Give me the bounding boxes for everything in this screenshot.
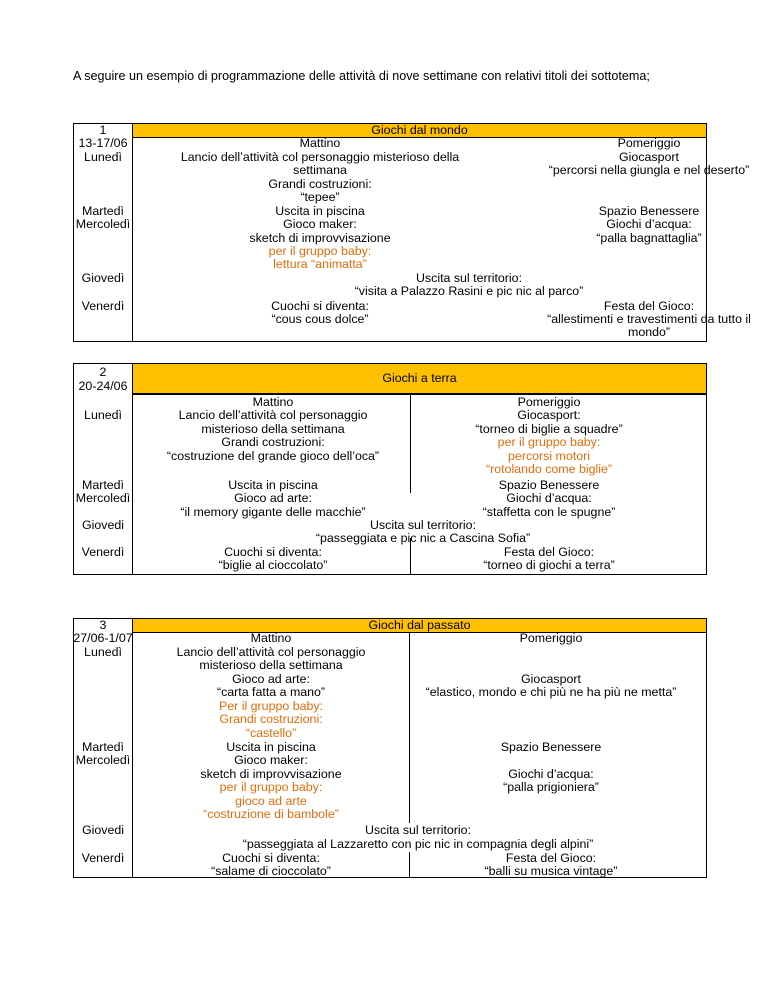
week-dates: 20-24/06	[78, 379, 128, 393]
week-2-activities	[133, 364, 706, 574]
activity: Spazio Benessere	[498, 478, 600, 492]
activity: “palla bagnattaglia”	[596, 231, 702, 245]
day-friday: Venerdì	[81, 299, 125, 313]
activity: Cuochi si diventa:	[224, 545, 322, 559]
row-divider	[133, 394, 706, 395]
activity: sketch di improvvisazione	[200, 767, 342, 781]
activity: “biglie al cioccolato”	[218, 558, 328, 572]
day-friday: Venerdì	[81, 851, 125, 865]
activity: “visita a Palazzo Rasini e pic nic al parco”	[354, 284, 584, 298]
activity: Cuochi si diventa:	[222, 851, 320, 865]
activity: “carta fatta a mano”	[216, 685, 326, 699]
activity: “elastico, mondo e chi più ne ha più ne metta”	[425, 685, 677, 699]
activity: Festa del Gioco:	[603, 299, 695, 313]
activity: Uscita in piscina	[228, 478, 318, 492]
activity: Lancio dell’attività col personaggio	[176, 645, 366, 659]
day-tuesday: Martedì	[81, 478, 125, 492]
activity: Uscita in piscina	[275, 204, 365, 218]
activity: Lancio dell’attività col personaggio misterioso della	[180, 150, 460, 164]
activity: “torneo di biglie a squadre”	[475, 422, 623, 436]
week-1-activities	[133, 123, 751, 341]
activity: “palla prigioniera”	[503, 780, 599, 794]
activity: settimana	[293, 163, 347, 177]
week-3-activities	[133, 619, 706, 877]
activity: Gioco ad arte:	[234, 491, 312, 505]
week-1-table	[73, 123, 751, 342]
activity: Giocasport	[619, 150, 679, 164]
baby-activity: Per il gruppo baby:	[218, 699, 324, 713]
day-monday: Lunedì	[84, 408, 122, 422]
activity: Uscita sul territorio:	[369, 518, 477, 532]
activity: “passeggiata al Lazzaretto con pic nic in compagnia degli alpini”	[242, 837, 594, 851]
day-wednesday: Mercoledì	[75, 753, 131, 767]
activity: Giocasport	[521, 672, 581, 686]
morning-label: Mattino	[252, 395, 294, 409]
baby-activity: “castello”	[245, 726, 297, 740]
activity: Cuochi si diventa:	[271, 299, 369, 313]
week-number: 2	[99, 365, 107, 379]
week-dates: 27/06-1/07	[73, 631, 133, 645]
intro-text: A seguire un esempio di programmazione delle attività di nove settimane con relativi titoli dei sottotema;	[73, 69, 650, 83]
column-divider	[409, 852, 410, 877]
week-title-text: Giochi dal passato	[368, 618, 471, 632]
baby-activity: lettura “animatta”	[273, 257, 367, 271]
activity: Lancio dell’attività col personaggio	[178, 408, 368, 422]
activity: Giocasport:	[517, 408, 581, 422]
day-tuesday: Martedì	[81, 204, 125, 218]
activity: Grandi costruzioni:	[268, 177, 372, 191]
week-dates: 13-17/06	[78, 136, 128, 150]
week-title	[133, 364, 706, 394]
day-thursday: Giovedì	[81, 271, 125, 285]
week-title-text: Giochi a terra	[382, 371, 457, 385]
activity: “torneo di giochi a terra”	[483, 558, 615, 572]
activity: Uscita in piscina	[226, 740, 316, 754]
column-divider	[410, 394, 411, 493]
week-2-day-column	[74, 364, 133, 574]
afternoon-label: Pomeriggio	[517, 395, 581, 409]
activity: Spazio Benessere	[598, 204, 700, 218]
column-divider	[409, 633, 410, 823]
day-thursday: Giovedi	[81, 823, 125, 837]
activity: “cous cous dolce”	[271, 312, 369, 326]
week-1-day-column	[74, 124, 133, 341]
activity: “percorsi nella giungla e nel deserto”	[548, 163, 750, 177]
week-number: 1	[99, 123, 107, 137]
activity: misterioso della settimana	[201, 422, 345, 436]
activity: Festa del Gioco:	[503, 545, 595, 559]
activity: Gioco maker:	[234, 753, 308, 767]
activity: Uscita sul territorio:	[364, 823, 472, 837]
activity: mondo”	[627, 325, 671, 339]
week-3-table	[73, 618, 707, 878]
baby-activity: Grandi costruzioni:	[219, 712, 323, 726]
week-number: 3	[99, 618, 107, 632]
activity: Giochi d’acqua:	[606, 217, 692, 231]
baby-activity: “costruzione di bambole”	[203, 807, 339, 821]
day-monday: Lunedì	[84, 645, 122, 659]
morning-label: Mattino	[299, 136, 341, 150]
week-2-table	[73, 363, 707, 575]
baby-activity: percorsi motori	[508, 449, 590, 463]
activity: “allestimenti e travestimenti da tutto il	[547, 312, 751, 326]
afternoon-label: Pomeriggio	[617, 136, 681, 150]
activity: Grandi costruzioni:	[221, 435, 325, 449]
activity: Gioco maker:	[283, 217, 357, 231]
activity: misterioso della settimana	[199, 658, 343, 672]
activity: Uscita sul territorio:	[415, 271, 523, 285]
activity: Giochi d’acqua:	[506, 491, 592, 505]
day-wednesday: Mercoledì	[75, 217, 131, 231]
morning-label: Mattino	[250, 631, 292, 645]
baby-activity: per il gruppo baby:	[268, 244, 372, 258]
baby-activity: per il gruppo baby:	[219, 780, 323, 794]
activity: “passeggiata e pic nic a Cascina Sofia”	[315, 531, 531, 545]
activity: “tepee”	[300, 190, 340, 204]
week-3-day-column	[74, 619, 133, 877]
afternoon-label: Pomeriggio	[519, 631, 583, 645]
activity: Spazio Benessere	[500, 740, 602, 754]
activity: “salame di cioccolato”	[211, 864, 331, 878]
baby-activity: gioco ad arte	[235, 794, 307, 808]
week-title	[133, 619, 706, 633]
activity: “staffetta con le spugne”	[482, 505, 616, 519]
activity: Gioco ad arte:	[232, 672, 310, 686]
baby-activity: per il gruppo baby:	[497, 435, 601, 449]
activity: “balli su musica vintage”	[484, 864, 618, 878]
day-friday: Venerdì	[81, 545, 125, 559]
activity: Festa del Gioco:	[505, 851, 597, 865]
activity: “il memory gigante delle macchie”	[180, 505, 366, 519]
activity: Giochi d’acqua:	[508, 767, 594, 781]
day-tuesday: Martedì	[81, 740, 125, 754]
day-monday: Lunedì	[84, 150, 122, 164]
activity: “costruzione del grande gioco dell’oca”	[166, 449, 380, 463]
day-thursday: Giovedi	[81, 518, 125, 532]
baby-activity: “rotolando come biglie”	[485, 462, 613, 476]
activity: sketch di improvvisazione	[249, 231, 391, 245]
week-title-text: Giochi dal mondo	[371, 123, 468, 137]
day-wednesday: Mercoledì	[75, 491, 131, 505]
